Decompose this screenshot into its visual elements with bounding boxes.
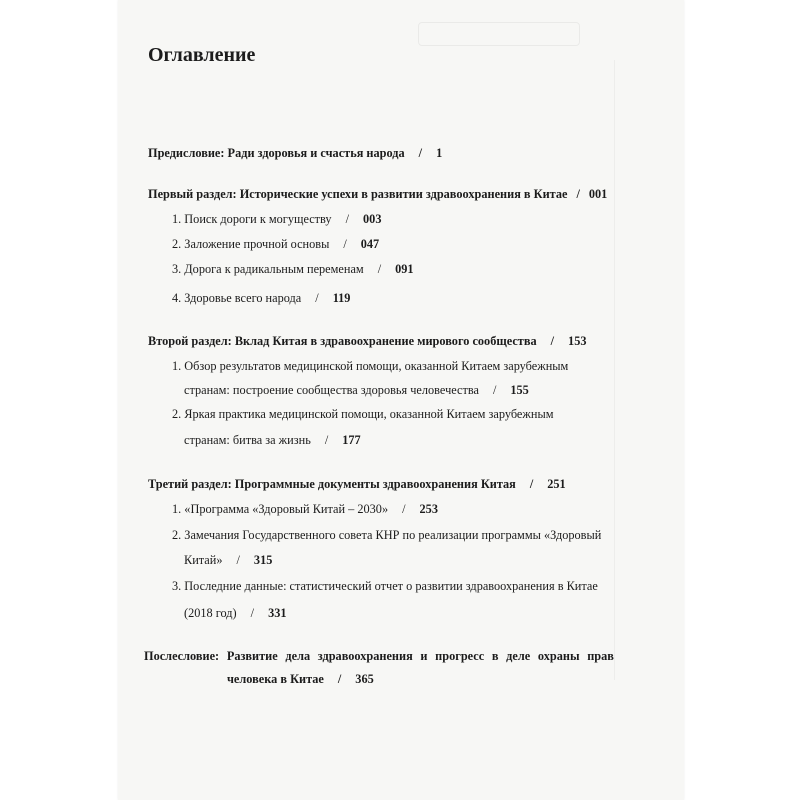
- toc-label: 4. Здоровье всего народа: [172, 291, 302, 305]
- toc-label: Предисловие: Ради здоровья и счастья народа: [148, 146, 405, 160]
- toc-afterword-line1: [144, 648, 614, 664]
- afterword-word: охраны: [537, 649, 580, 663]
- toc-label: 2. Заложение прочной основы: [172, 237, 330, 251]
- toc-separator: /: [337, 672, 342, 686]
- toc-label: 3. Дорога к радикальным переменам: [172, 262, 364, 276]
- toc-separator: /: [418, 146, 423, 160]
- toc-part3-item-1: [172, 501, 438, 517]
- toc-part1-item-3: [172, 261, 414, 277]
- toc-label: 1. «Программа «Здоровый Китай – 2030»: [172, 502, 389, 516]
- toc-part2-item-2-line2: [184, 432, 361, 448]
- toc-page-number: 331: [268, 606, 287, 620]
- afterword-word: прогресс: [435, 649, 485, 663]
- toc-part2-item-2-line1: 2. Яркая практика медицинской помощи, оказанной Китаем зарубежным: [172, 407, 554, 421]
- toc-label: Третий раздел: Программные документы здравоохранения Китая: [148, 477, 516, 491]
- toc-part2-heading: [148, 333, 587, 349]
- toc-page-number: 365: [355, 672, 374, 686]
- afterword-word: дела: [285, 649, 311, 663]
- toc-page-number: 253: [419, 502, 438, 516]
- toc-label: 1. Поиск дороги к могуществу: [172, 212, 332, 226]
- toc-part2-item-1-line1: 1. Обзор результатов медицинской помощи, оказанной Китаем зарубежным: [172, 359, 569, 373]
- toc-label: Второй раздел: Вклад Китая в здравоохранение мирового сообщества: [148, 334, 537, 348]
- toc-label: Китай»: [184, 553, 223, 567]
- show-through-frame: [418, 22, 580, 46]
- toc-label: Первый раздел: Исторические успехи в развитии здравоохранения в Китае: [148, 187, 568, 201]
- toc-page-number: 315: [253, 553, 273, 567]
- toc-separator: /: [377, 262, 382, 276]
- page-title: Оглавление: [148, 44, 256, 66]
- toc-separator: /: [315, 291, 319, 305]
- afterword-word: прав: [587, 649, 614, 663]
- toc-page-number: 1: [436, 146, 443, 160]
- toc-separator: /: [250, 606, 255, 620]
- afterword-word: здравоохранения: [317, 649, 413, 663]
- afterword-word: Послесловие:: [144, 649, 220, 663]
- toc-page-number: 003: [363, 212, 382, 226]
- toc-part3-item-2-line2: [184, 552, 272, 568]
- afterword-word: Развитие: [226, 649, 278, 663]
- toc-page-number: 001: [588, 187, 608, 201]
- toc-separator: /: [402, 502, 406, 516]
- toc-part3-item-2-line1: 2. Замечания Государственного совета КНР по реализации программы «Здоровый: [172, 528, 602, 542]
- toc-separator: /: [492, 383, 497, 397]
- book-page: [118, 0, 684, 800]
- toc-part3-item-3-line2: [184, 605, 287, 621]
- toc-separator: /: [345, 212, 350, 226]
- toc-afterword-line2: [227, 671, 374, 687]
- show-through-rule: [614, 60, 615, 680]
- toc-separator: /: [576, 187, 580, 201]
- toc-preface: [148, 145, 442, 161]
- toc-part1-heading: [148, 186, 607, 202]
- toc-separator: /: [550, 334, 555, 348]
- toc-separator: /: [343, 237, 347, 251]
- toc-separator: /: [236, 553, 240, 567]
- toc-page-number: 153: [568, 334, 587, 348]
- toc-part3-item-3-line1: 3. Последние данные: статистический отчет о развитии здравоохранения в Китае: [172, 579, 598, 593]
- toc-part3-heading: [148, 476, 566, 492]
- toc-page-number: 251: [547, 477, 566, 491]
- toc-part2-item-1-line2: [184, 382, 529, 398]
- afterword-word: в: [491, 649, 499, 663]
- toc-part1-item-4: [172, 290, 350, 306]
- toc-page-number: 177: [342, 433, 361, 447]
- toc-page-number: 119: [332, 291, 351, 305]
- toc-label: (2018 год): [184, 606, 237, 620]
- afterword-word: и: [420, 649, 428, 663]
- toc-part1-item-1: [172, 211, 381, 227]
- toc-page-number: 047: [360, 237, 380, 251]
- toc-label: странам: построение сообщества здоровья человечества: [184, 383, 479, 397]
- afterword-word: деле: [506, 649, 531, 663]
- toc-separator: /: [324, 433, 329, 447]
- toc-label: человека в Китае: [227, 672, 324, 686]
- toc-page-number: 091: [395, 262, 414, 276]
- toc-label: странам: битва за жизнь: [184, 433, 311, 447]
- toc-separator: /: [529, 477, 534, 491]
- toc-part1-item-2: [172, 236, 379, 252]
- toc-page-number: 155: [510, 383, 529, 397]
